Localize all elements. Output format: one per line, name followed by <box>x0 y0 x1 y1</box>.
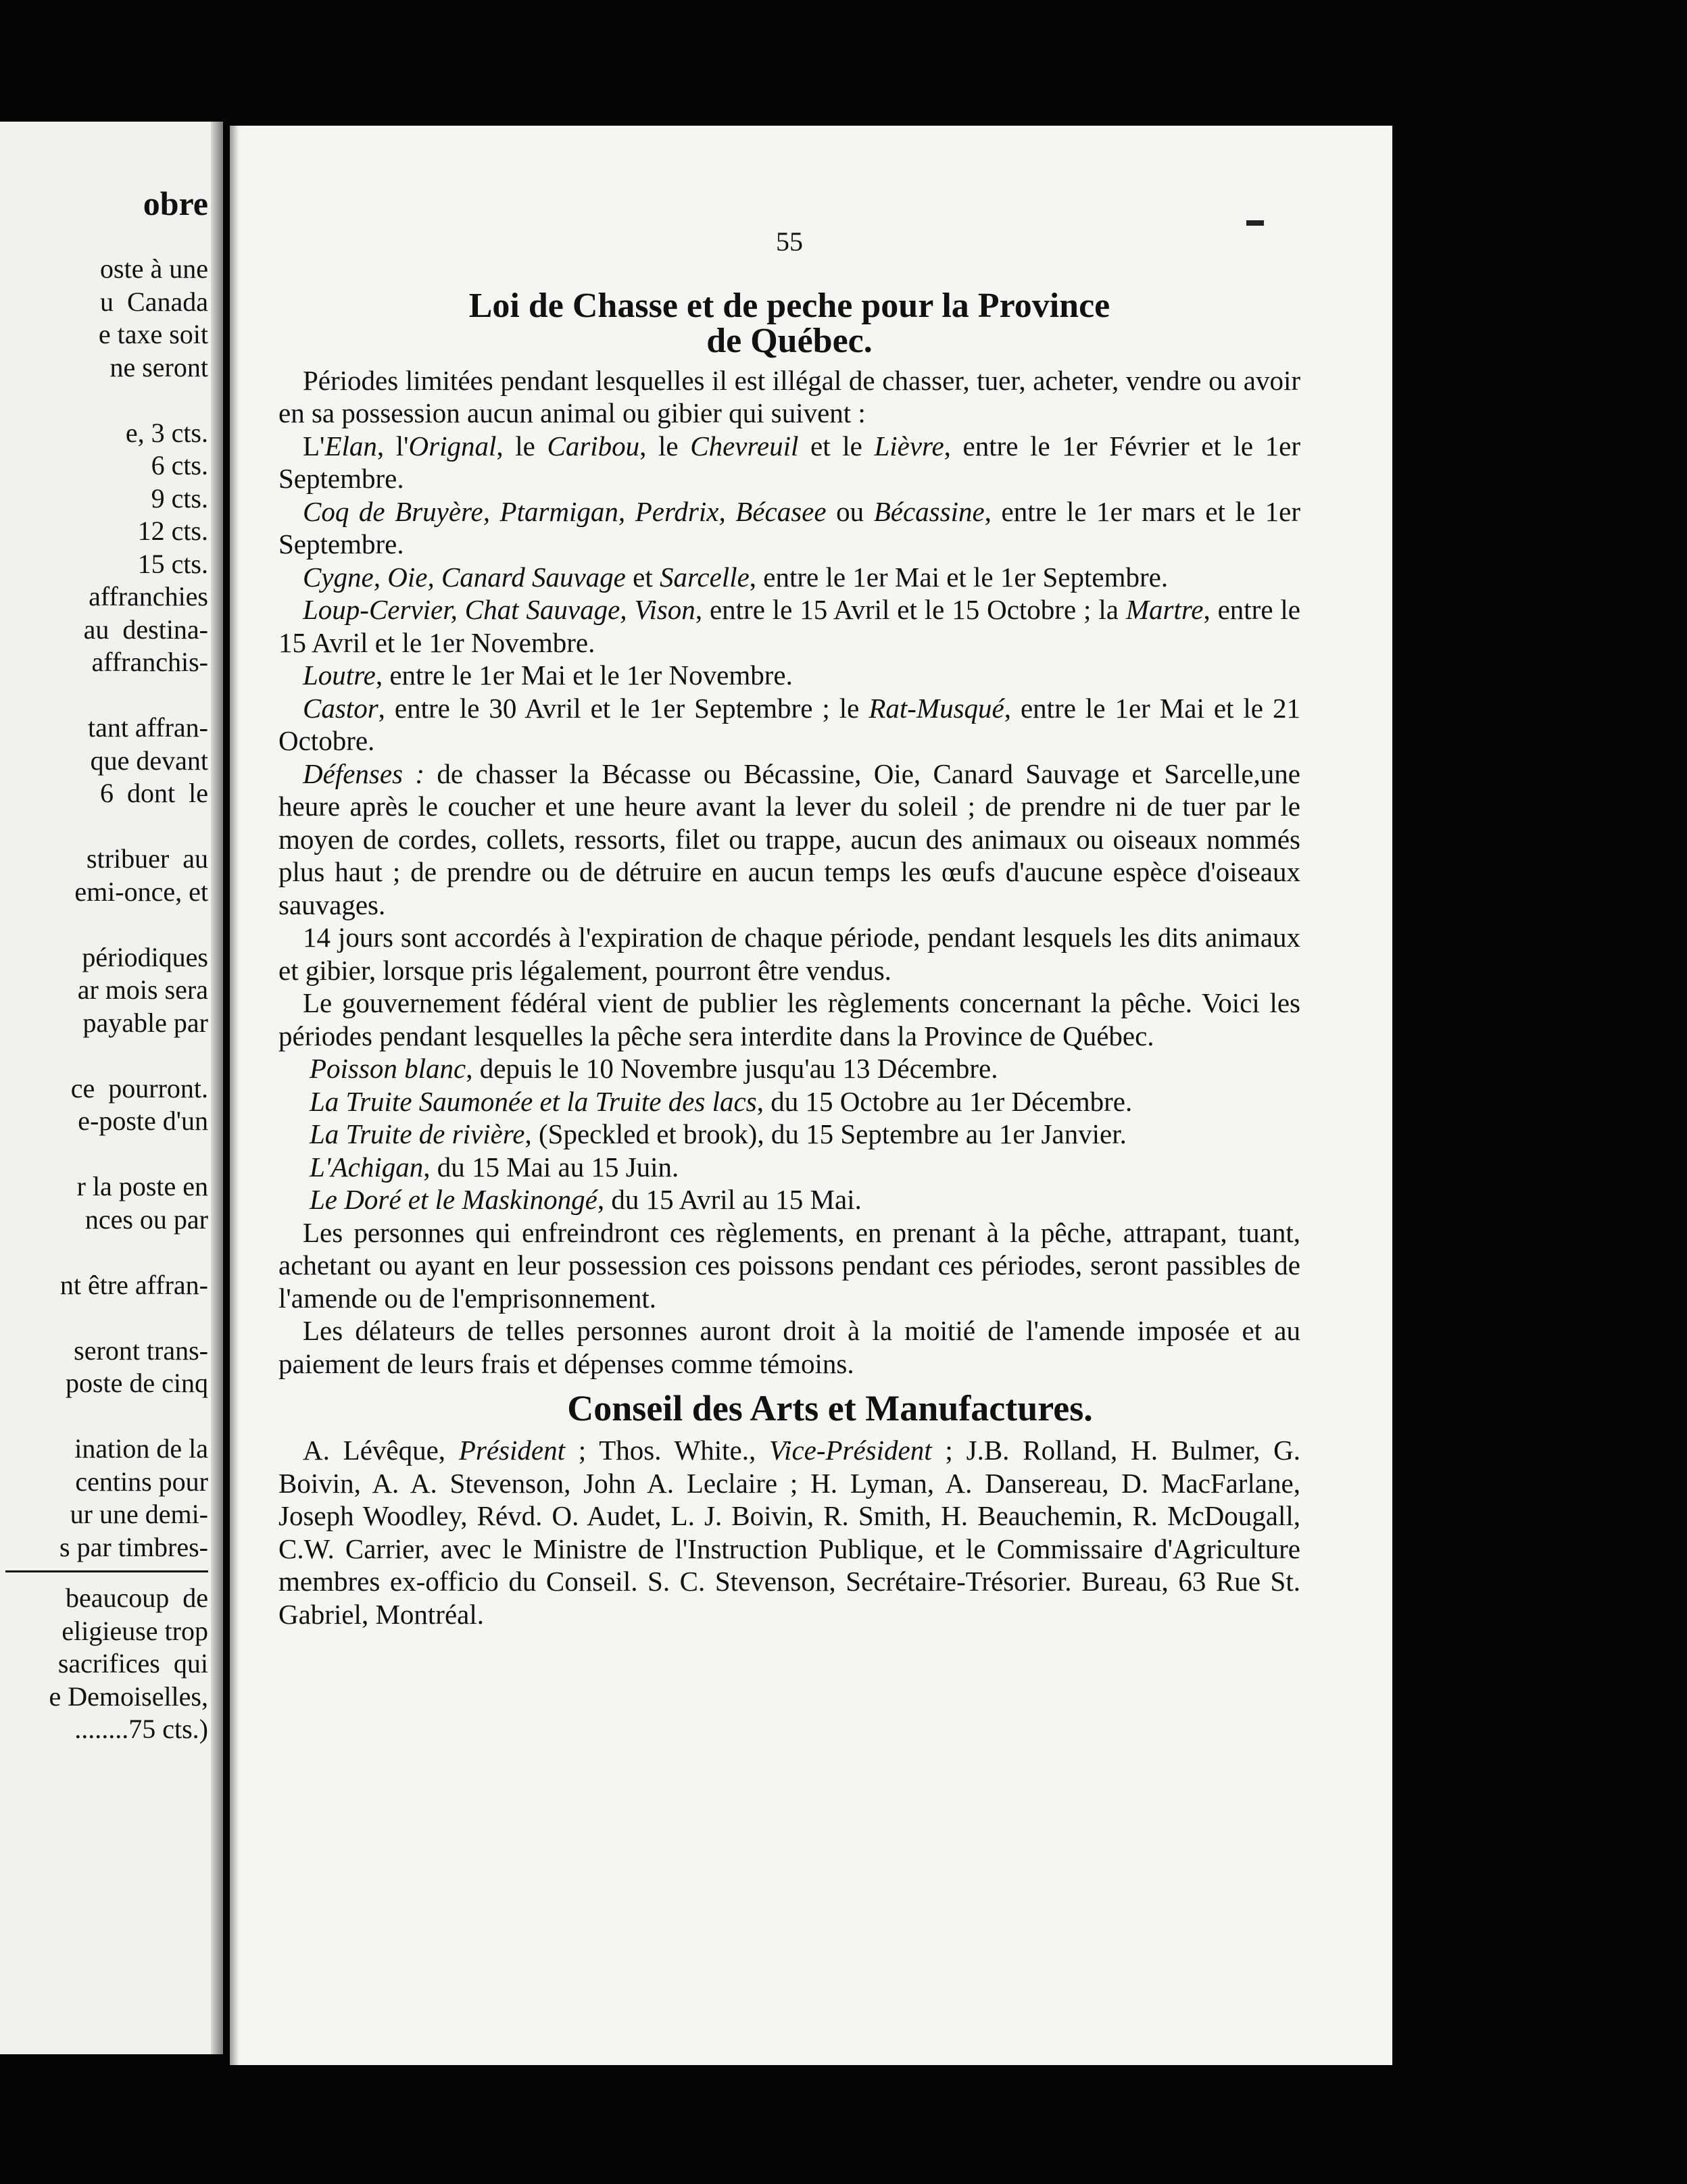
facing-page-line: s par timbres- <box>59 1531 208 1562</box>
fish-dore-maskinonge: Le Doré et le Maskinongé, du 15 Avril au 15 Mai. <box>310 1184 862 1215</box>
season-loup-cervier: Loup-Cervier, Chat Sauvage, Vison, entre le 15 Avril et le 15 Octobre ; la Martre, entre le 15 Avril et le 1er Novembre. <box>278 594 1301 658</box>
facing-page-line: e, 3 cts. <box>125 417 208 448</box>
facing-page-line: obre <box>143 184 208 222</box>
facing-page-line: seront trans- <box>74 1335 208 1366</box>
facing-page-line: poste de cinq <box>65 1368 208 1398</box>
facing-page-line: 6 cts. <box>151 450 208 480</box>
penalties-paragraph: Les personnes qui enfreindront ces règlements, en prenant à la pêche, attrapant, tuant, achetant ou ayant en leur possession ces poissons pendant ces périodes, seront passibles de l'amende ou de l'emprisonnement. <box>278 1216 1300 1314</box>
facing-page-line <box>0 908 208 941</box>
facing-page-line: au destina- <box>83 614 208 645</box>
sale-period-paragraph: 14 jours sont accordés à l'expiration de chaque période, pendant lesquels les dits animaux et gibier, lorsque pris légalement, pourront être vendus. <box>278 922 1300 986</box>
facing-page-line: ........75 cts.) <box>74 1714 208 1744</box>
facing-page-line <box>0 1236 208 1269</box>
facing-page-line: r la poste en <box>76 1171 208 1201</box>
facing-page-line: emi-once, et <box>74 876 208 907</box>
facing-page-line: périodiques <box>82 941 208 972</box>
facing-page-line: 9 cts. <box>151 482 208 514</box>
facing-page-line: eligieuse trop <box>62 1615 208 1646</box>
intro-paragraph: Périodes limitées pendant lesquelles il est illégal de chasser, tuer, acheter, vendre ou avoir en sa possession aucun animal ou gibier qui suivent : <box>278 364 1300 428</box>
page-title-line-1: Loi de Chasse et de peche pour la Province <box>468 286 1110 325</box>
facing-page-line <box>0 679 208 712</box>
facing-page-line: tant affran- <box>87 712 208 743</box>
facing-page-line: e Demoiselles, <box>49 1681 208 1712</box>
facing-page-line: 15 cts. <box>137 548 208 579</box>
season-cygne: Cygne, Oie, Canard Sauvage et Sarcelle, entre le 1er Mai et le 1er Septembre. <box>303 561 1169 593</box>
facing-page-line: e taxe soit <box>98 319 208 349</box>
season-loutre: Loutre, entre le 1er Mai et le 1er Novembre. <box>303 660 793 691</box>
facing-page-line: ination de la <box>74 1433 208 1464</box>
facing-page-line: affranchis- <box>91 647 208 677</box>
facing-page-line: stribuer au <box>87 843 208 874</box>
facing-page-line <box>0 122 208 155</box>
page-title <box>278 286 1300 360</box>
facing-page-line: ar mois sera <box>77 974 208 1005</box>
facing-page-line <box>0 1138 208 1171</box>
fish-poisson-blanc: Poisson blanc, depuis le 10 Novembre jusqu'au 13 Décembre. <box>310 1053 998 1084</box>
facing-page-line <box>0 1301 208 1335</box>
facing-page-line: oste à une <box>100 253 208 284</box>
facing-page-line <box>0 384 208 417</box>
fish-achigan: L'Achigan, du 15 Mai au 15 Juin. <box>310 1151 679 1183</box>
page-edge-shadow <box>230 126 239 2065</box>
facing-page-line: nces ou par <box>84 1203 208 1235</box>
facing-page-text <box>0 122 208 1746</box>
facing-page-line: payable par <box>82 1007 208 1038</box>
season-elan: L'Elan, l'Orignal, le Caribou, le Chevreuil et le Lièvre, entre le 1er Février et le 1er Septembre. <box>278 430 1301 494</box>
facing-page-line: e-poste d'un <box>78 1106 208 1136</box>
section-title-conseil: Conseil des Arts et Manufactures. <box>567 1388 1093 1429</box>
facing-page-line <box>0 1039 208 1072</box>
page-number: 55 <box>776 226 803 257</box>
facing-page-line: ce pourront. <box>70 1072 208 1103</box>
facing-page-line: ne seront <box>109 351 208 382</box>
season-castor: Castor, entre le 30 Avril et le 1er Septembre ; le Rat-Musqué, entre le 1er Mai et le 21 Octobre. <box>278 692 1300 756</box>
fish-truite-saumonee: La Truite Saumonée et la Truite des lacs, du 15 Octobre au 1er Décembre. <box>310 1085 1133 1117</box>
facing-page-line: affranchies <box>89 581 208 612</box>
defenses-paragraph: Défenses : de chasser la Bécasse ou Bécassine, Oie, Canard Sauvage et Sarcelle,une heure après le coucher et une heure avant la lever du soleil ; de prendre ni de tuer par le moyen de cordes, collets, ressorts, filet ou trappe, aucun des animaux ou oiseaux nommés plus haut ; de prendre ou de détruire en aucun temps les œufs d'aucune espèce d'oiseaux sauvages. <box>278 758 1300 920</box>
page-title-line-2: de Québec. <box>706 321 873 360</box>
facing-page-line: 12 cts. <box>137 516 208 546</box>
ink-mark <box>1246 220 1264 226</box>
informers-paragraph: Les délateurs de telles personnes auront droit à la moitié de l'amende imposée et au paiement de leurs frais et dépenses comme témoins. <box>278 1315 1300 1379</box>
facing-page-line: 6 dont le <box>100 778 208 808</box>
facing-page-line <box>0 1400 208 1433</box>
facing-page-line: que devant <box>90 745 208 776</box>
facing-page <box>0 122 223 2054</box>
page-content <box>278 226 1300 1631</box>
fishing-intro-paragraph: Le gouvernement fédéral vient de publier les règlements concernant la pêche. Voici les périodes pendant lesquelles la pêche sera interdite dans la Province de Québec. <box>278 987 1300 1051</box>
facing-page-line: sacrifices qui <box>57 1648 208 1679</box>
facing-page-line: centins pour <box>75 1466 208 1497</box>
fish-truite-riviere: La Truite de rivière, (Speckled et brook), du 15 Septembre au 1er Janvier. <box>310 1118 1127 1149</box>
facing-page-line: beaucoup de <box>65 1583 208 1613</box>
facing-page-line <box>0 220 208 253</box>
book-gutter <box>211 122 223 2054</box>
facing-page-line: u Canada <box>100 286 208 317</box>
main-page <box>230 126 1392 2065</box>
facing-page-line <box>0 155 208 188</box>
facing-page-line: nt être affran- <box>59 1269 208 1300</box>
facing-page-line <box>0 810 208 843</box>
facing-page-rule <box>5 1570 208 1572</box>
facing-page-line: ur une demi- <box>70 1499 208 1529</box>
conseil-members-paragraph: A. Lévêque, Président ; Thos. White., Vice-Président ; J.B. Rolland, H. Bulmer, G. Boivin, A. A. Stevenson, John A. Leclaire ; H. Lyman, A. Dansereau, D. MacFarlane, Joseph Woodley, Révd. O. Audet, L. J. Boivin, R. Smith, H. Beauchemin, R. McDougall, C.W. Carrier, avec le Ministre de l'Instruction Publique, et le Commissaire d'Agriculture membres ex-officio du Conseil. S. C. Stevenson, Secrétaire-Trésorier. Bureau, 63 Rue St. Gabriel, Montréal. <box>278 1435 1301 1630</box>
season-coq-de-bruyere: Coq de Bruyère, Ptarmigan, Perdrix, Bécasee ou Bécassine, entre le 1er mars et le 1er Septembre. <box>278 495 1301 560</box>
